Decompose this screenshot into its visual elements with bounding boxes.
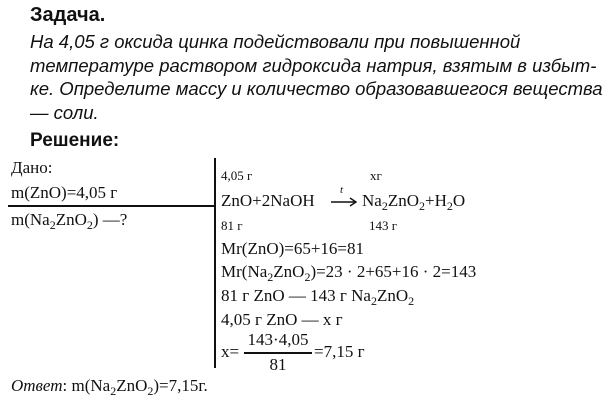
- above-right-mass: хг: [370, 168, 382, 183]
- reaction-arrow-icon: [330, 196, 358, 208]
- x-equals: x=: [221, 342, 240, 361]
- task-text-line-3: ке. Определите массу и количество образовавшегося вещества: [30, 78, 603, 99]
- solution-title: Решение:: [30, 130, 120, 151]
- fraction-numerator: 143·4,05: [247, 330, 309, 349]
- mr-zno: Mr(ZnO)=65+16=81: [221, 239, 365, 258]
- fraction-denominator: 81: [269, 355, 287, 374]
- fraction-bar: [244, 352, 312, 354]
- answer: Ответ: $m(Na_2ZnO_2)=7,15г$.: [11, 376, 208, 398]
- given-divider: [8, 205, 214, 207]
- ratio-line-1: 81 г ZnO — 143 г $Na_2ZnO_2$: [221, 286, 415, 308]
- ratio-line-2: 4,05 г ZnO — х г: [221, 310, 343, 329]
- below-left-mass: 81 г: [221, 218, 243, 233]
- task-text-line-1: На 4,05 г оксида цинка подействовали при повышенной: [30, 31, 521, 52]
- equation-right: $Na_2ZnO_2+H_2O$: [362, 191, 466, 213]
- equation-left: ZnO+2NaOH: [221, 191, 315, 210]
- solution-divider: [214, 158, 216, 368]
- given-mass: m(ZnO)=4,05 г: [11, 183, 118, 202]
- arrow-label: t: [340, 184, 344, 196]
- find-value: $m(Na_2ZnO_2)$ —?: [11, 210, 128, 232]
- given-label: Дано:: [11, 158, 53, 177]
- above-left-mass: 4,05 г: [221, 168, 253, 183]
- mr-salt: $Mr(Na_2ZnO_2)=23 \cdot 2+65+16 \cdot 2=143$: [221, 262, 477, 284]
- calc-result: =7,15 г: [314, 342, 365, 361]
- task-title: Задача.: [30, 4, 106, 26]
- below-right-mass: 143 г: [369, 218, 398, 233]
- task-text-line-4: — соли.: [30, 102, 99, 123]
- task-text-line-2: температуре раствором гидроксида натрия, взятым в избыт-: [30, 55, 597, 76]
